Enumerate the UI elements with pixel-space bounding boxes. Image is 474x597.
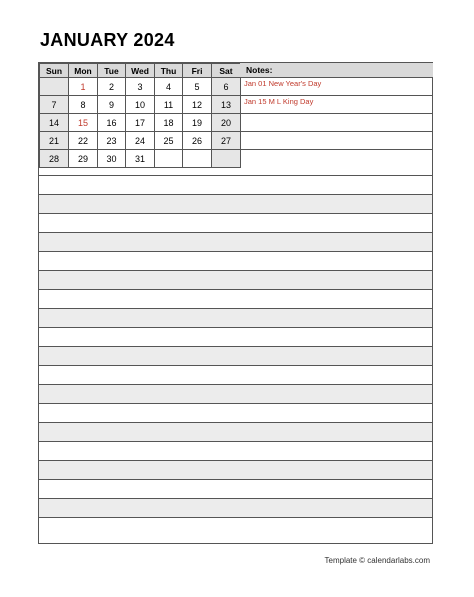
- day-cell: 13: [212, 96, 241, 114]
- calendar-sheet: [38, 62, 433, 544]
- day-cell: 17: [126, 114, 155, 132]
- day-cell: 4: [155, 78, 183, 96]
- ruled-line: [39, 365, 432, 384]
- weekday-mon: Mon: [69, 64, 98, 78]
- notes-label: Notes:: [240, 63, 433, 78]
- weekday-wed: Wed: [126, 64, 155, 78]
- note-line: Jan 01 New Year's Day: [240, 78, 433, 96]
- ruled-line: [39, 213, 432, 232]
- ruled-line: [39, 175, 432, 194]
- note-line: [240, 114, 433, 132]
- ruled-line: [39, 498, 432, 517]
- day-cell: [155, 150, 183, 168]
- day-cell: 29: [69, 150, 98, 168]
- day-cell: 20: [212, 114, 241, 132]
- week-row: [40, 114, 241, 132]
- day-cell: 11: [155, 96, 183, 114]
- day-cell: 22: [69, 132, 98, 150]
- day-cell: 25: [155, 132, 183, 150]
- weekday-fri: Fri: [183, 64, 212, 78]
- note-line: [240, 132, 433, 150]
- day-cell: [40, 78, 69, 96]
- day-cell: 21: [40, 132, 69, 150]
- calendar-title: JANUARY 2024: [40, 30, 175, 50]
- ruled-notes-area: [39, 175, 432, 536]
- ruled-line: [39, 441, 432, 460]
- week-row: [40, 150, 241, 168]
- day-cell: 26: [183, 132, 212, 150]
- weekday-thu: Thu: [155, 64, 183, 78]
- note-line: Jan 15 M L King Day: [240, 96, 433, 114]
- day-cell: 8: [69, 96, 98, 114]
- day-cell: 27: [212, 132, 241, 150]
- ruled-line: [39, 194, 432, 213]
- ruled-line: [39, 289, 432, 308]
- weekday-tue: Tue: [98, 64, 126, 78]
- day-cell: 2: [98, 78, 126, 96]
- weekday-header-row: [40, 64, 241, 78]
- week-row: [40, 132, 241, 150]
- day-cell: 6: [212, 78, 241, 96]
- day-cell: 3: [126, 78, 155, 96]
- day-cell: 19: [183, 114, 212, 132]
- weekday-sat: Sat: [212, 64, 241, 78]
- day-cell: 1: [69, 78, 98, 96]
- day-cell: 31: [126, 150, 155, 168]
- day-cell: 14: [40, 114, 69, 132]
- note-line: [240, 150, 433, 168]
- day-cell: 7: [40, 96, 69, 114]
- day-cell: 9: [98, 96, 126, 114]
- day-cell: 24: [126, 132, 155, 150]
- day-cell: 16: [98, 114, 126, 132]
- ruled-line: [39, 422, 432, 441]
- day-cell: [212, 150, 241, 168]
- ruled-line: [39, 384, 432, 403]
- week-row: [40, 78, 241, 96]
- ruled-line: [39, 460, 432, 479]
- weekday-sun: Sun: [40, 64, 69, 78]
- day-cell: 5: [183, 78, 212, 96]
- footer-credit: Template © calendarlabs.com: [324, 556, 430, 565]
- ruled-line: [39, 403, 432, 422]
- notes-panel: [240, 63, 433, 175]
- ruled-line: [39, 517, 432, 536]
- day-cell: 18: [155, 114, 183, 132]
- ruled-line: [39, 479, 432, 498]
- ruled-line: [39, 346, 432, 365]
- day-cell: 23: [98, 132, 126, 150]
- day-cell: [183, 150, 212, 168]
- ruled-line: [39, 308, 432, 327]
- day-cell: 12: [183, 96, 212, 114]
- day-cell: 30: [98, 150, 126, 168]
- day-cell: 28: [40, 150, 69, 168]
- day-cell: 15: [69, 114, 98, 132]
- week-row: [40, 96, 241, 114]
- ruled-line: [39, 232, 432, 251]
- day-cell: 10: [126, 96, 155, 114]
- ruled-line: [39, 270, 432, 289]
- ruled-line: [39, 327, 432, 346]
- ruled-line: [39, 251, 432, 270]
- calendar-grid: [39, 63, 241, 168]
